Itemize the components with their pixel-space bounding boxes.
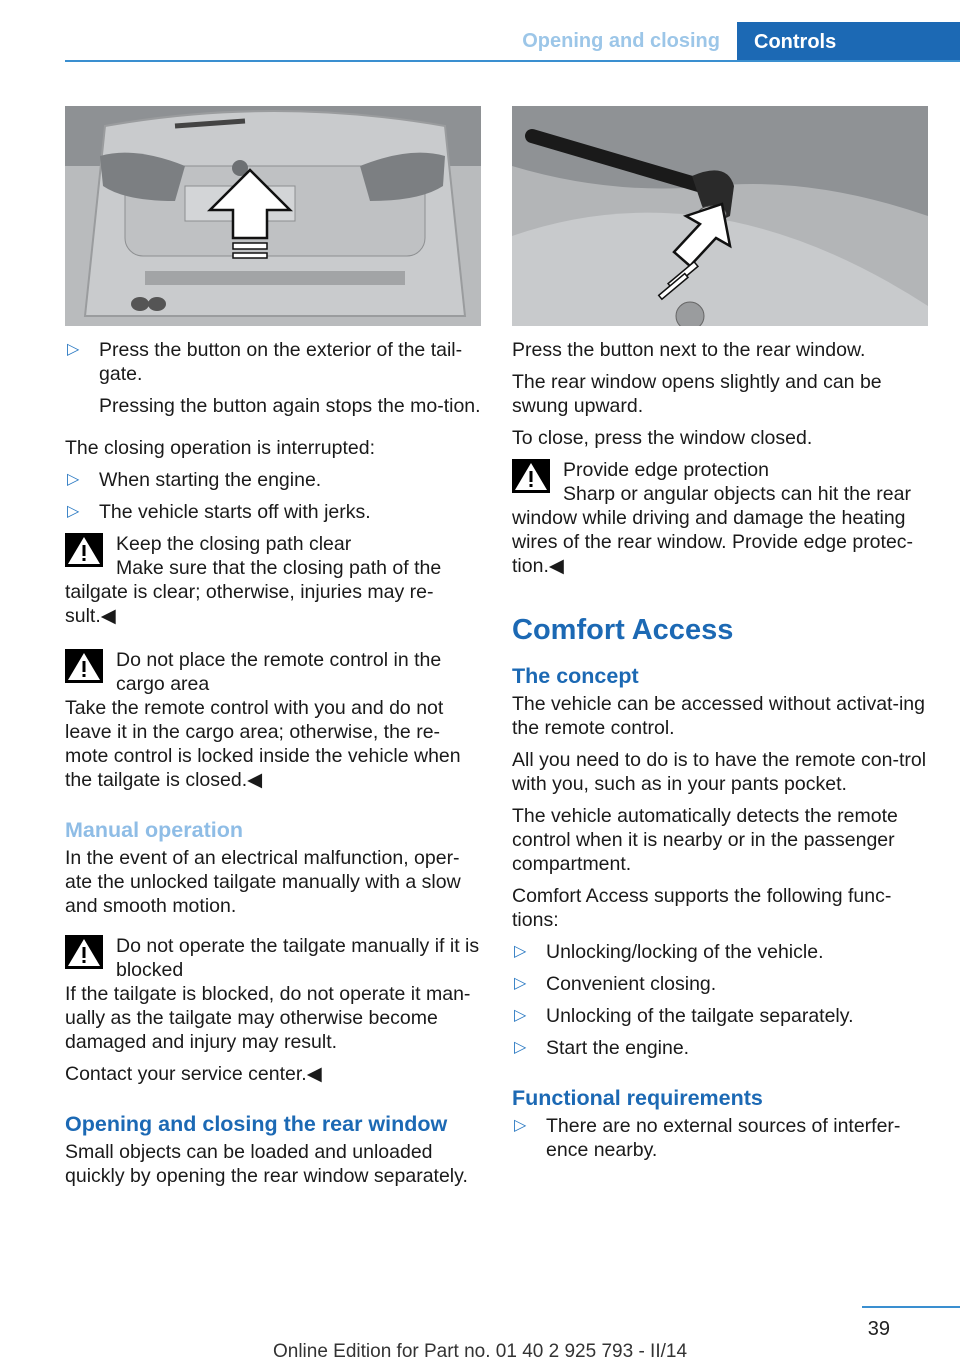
- list-item: ▷ Unlocking of the tailgate separately.: [514, 1005, 854, 1027]
- warning-title: Provide edge protection: [563, 459, 769, 481]
- warning-body: Sharp or angular objects can hit the rear window while driving and damage the heating wires of the rear window. Provide edge protec-tion.◀: [512, 483, 914, 577]
- bullet-triangle-icon: ▷: [67, 471, 80, 488]
- heading-rear-window: Opening and closing the rear window: [65, 1112, 448, 1136]
- warning-icon: [65, 533, 103, 567]
- list-item: ▷ Convenient closing.: [514, 973, 717, 995]
- heading-concept: The concept: [512, 664, 639, 688]
- paragraph: Press the button next to the rear window.: [512, 339, 866, 361]
- bullet-triangle-icon: ▷: [514, 1007, 527, 1024]
- warning-body: Make sure that the closing path of the tailgate is clear; otherwise, injuries may re-sult.◀: [65, 557, 442, 627]
- warning-title: Do not place the remote control in the cargo area: [116, 649, 442, 695]
- warning-block: [65, 934, 483, 1054]
- paragraph: The rear window opens slightly and can be swung upward.: [512, 371, 882, 417]
- warning-icon: [65, 935, 103, 969]
- heading-functional-requirements: Functional requirements: [512, 1086, 763, 1110]
- chapter-tab: [737, 22, 960, 62]
- arrow-up-icon: [205, 168, 295, 268]
- left-column: [65, 106, 483, 1196]
- right-column: [512, 106, 930, 1170]
- list-item: ▷ Start the engine.: [514, 1037, 690, 1059]
- page-header: [0, 0, 960, 62]
- warning-title: Do not operate the tailgate manually if it is blocked: [116, 935, 480, 981]
- paragraph: The vehicle automatically detects the remote control when it is nearby or in the passenger compartment.: [512, 805, 898, 875]
- list-item: ▷ When starting the engine.: [67, 469, 322, 491]
- bullet-triangle-icon: ▷: [67, 503, 80, 520]
- paragraph: Comfort Access supports the following func-tions:: [512, 885, 892, 931]
- header-rule: [65, 60, 960, 62]
- list-item: ▷ Unlocking/locking of the vehicle.: [514, 941, 824, 963]
- warning-title: Keep the closing path clear: [116, 533, 352, 555]
- bullet-triangle-icon: ▷: [67, 341, 80, 358]
- paragraph: Contact your service center.◀: [65, 1063, 322, 1085]
- warning-block: [65, 648, 483, 792]
- heading-manual-operation: Manual operation: [65, 818, 243, 842]
- paragraph: In the event of an electrical malfunction, oper-ate the unlocked tailgate manually with a slow and smooth motion.: [65, 847, 461, 917]
- list-item: ▷ Press the button on the exterior of the tail-gate.: [67, 339, 463, 385]
- bullet-triangle-icon: ▷: [514, 1039, 527, 1056]
- warning-body: If the tailgate is blocked, do not operate it man-ually as the tailgate may otherwise become damaged and injury may result.: [65, 983, 471, 1053]
- section-title: Opening and closing: [522, 30, 720, 52]
- bullet-triangle-icon: ▷: [514, 975, 527, 992]
- arrow-up-icon: [652, 196, 742, 306]
- paragraph: Pressing the button again stops the mo-tion.: [99, 395, 481, 417]
- paragraph: The closing operation is interrupted:: [65, 437, 376, 459]
- warning-icon: [512, 459, 550, 493]
- edition-note: Online Edition for Part no. 01 40 2 925 793 - II/14: [272, 1341, 688, 1362]
- paragraph: The vehicle can be accessed without activat-ing the remote control.: [512, 693, 925, 739]
- warning-block: [512, 458, 930, 578]
- paragraph: To close, press the window closed.: [512, 427, 813, 449]
- bullet-triangle-icon: ▷: [514, 943, 527, 960]
- paragraph: Small objects can be loaded and unloaded quickly by opening the rear window separately.: [65, 1141, 468, 1187]
- list-item: ▷ There are no external sources of interfer-ence nearby.: [514, 1115, 901, 1161]
- list-item: ▷ The vehicle starts off with jerks.: [67, 501, 371, 523]
- rear-window-figure: [512, 106, 928, 326]
- footer-rule: [862, 1306, 960, 1308]
- warning-block: [65, 532, 483, 628]
- heading-comfort-access: Comfort Access: [512, 614, 734, 646]
- warning-body: Take the remote control with you and do not leave it in the cargo area; otherwise, the re-mote control is locked inside the vehicle when the tailgate is closed.◀: [65, 697, 461, 791]
- paragraph: All you need to do is to have the remote con-trol with you, such as in your pants pocket.: [512, 749, 927, 795]
- page-number: 39: [867, 1318, 890, 1340]
- bullet-triangle-icon: ▷: [514, 1117, 527, 1134]
- warning-icon: [65, 649, 103, 683]
- chapter-tab-label: Controls: [754, 31, 837, 53]
- tailgate-figure: [65, 106, 481, 326]
